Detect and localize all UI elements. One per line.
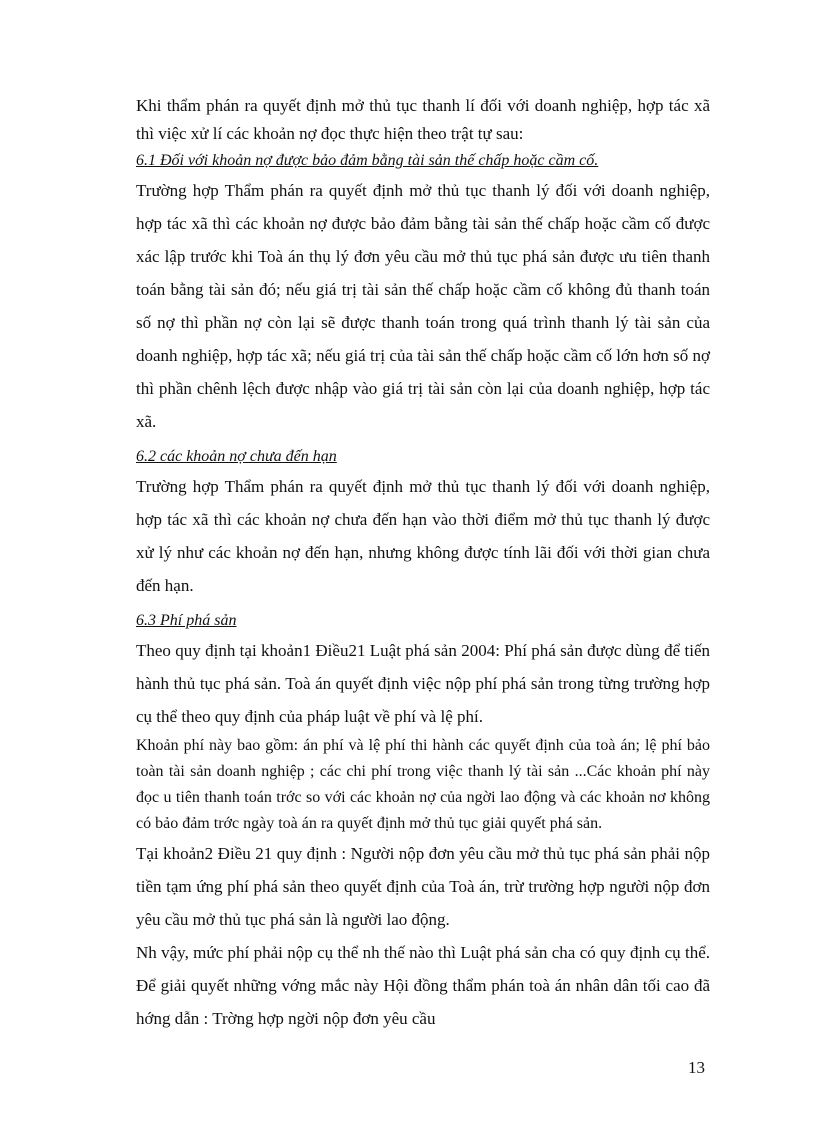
section-heading-6-2: 6.2 các khoản nợ chưa đến hạn xyxy=(136,448,337,465)
body-paragraph: Khoản phí này bao gồm: án phí và lệ phí thi hành các quyết định của toà án; lệ phí bảo toàn tài sản doanh nghiệp ; các chi phí trong việc thanh lý tài sản ...Các khoản phí này đọc u tiên thanh toán trớc so với các khoản nợ của ngời lao động và các khoản nơ không có bảo đảm trớc ngày toà án ra quyết định mở thủ tục giải quyết phá sản. xyxy=(136,737,710,832)
body-paragraph: Tại khoản2 Điều 21 quy định : Người nộp đơn yêu cầu mở thủ tục phá sản phải nộp tiền tạm ứng phí phá sản theo quyết định của Toà án, trừ trường hợp người nộp đơn yêu cầu mở thủ tục phá sản là người lao động. xyxy=(136,844,710,929)
page-number: 13 xyxy=(688,1058,705,1077)
body-paragraph: Trường hợp Thẩm phán ra quyết định mở thủ tục thanh lý đối với doanh nghiệp, hợp tác xã thì các khoản nợ chưa đến hạn vào thời điểm mở thủ tục thanh lý được xử lý như các khoản nợ đến hạn, nhưng không được tính lãi đối với thời gian chưa đến hạn. xyxy=(136,477,710,595)
section-heading-6-3: 6.3 Phí phá sản xyxy=(136,612,237,629)
body-paragraph: Trường hợp Thẩm phán ra quyết định mở thủ tục thanh lý đối với doanh nghiệp, hợp tác xã thì các khoản nợ được bảo đảm bằng tài sản thế chấp hoặc cầm cố được xác lập trước khi Toà án thụ lý đơn yêu cầu mở thủ tục phá sản được ưu tiên thanh toán bằng tài sản đó; nếu giá trị tài sản thế chấp hoặc cầm cố không đủ thanh toán số nợ thì phần nợ còn lại sẽ được thanh toán trong quá trình thanh lý tài sản của doanh nghiệp, hợp tác xã; nếu giá trị của tài sản thế chấp hoặc cầm cố lớn hơn số nợ thì phần chênh lệch được nhập vào giá trị tài sản còn lại của doanh nghiệp, hợp tác xã. xyxy=(136,181,710,431)
section-heading-6-1: 6.1 Đối với khoản nợ được bảo đảm bằng tài sản thế chấp hoặc cầm cố. xyxy=(136,152,599,169)
body-paragraph: Nh vậy, mức phí phải nộp cụ thể nh thế nào thì Luật phá sản cha có quy định cụ thể. Để giải quyết những vớng mắc này Hội đồng thẩm phán toà án nhân dân tối cao đã hớng dẫn : Trờng hợp ngời nộp đơn yêu cầu xyxy=(136,943,710,1028)
document-page xyxy=(136,92,710,1035)
body-paragraph: Theo quy định tại khoản1 Điều21 Luật phá sản 2004: Phí phá sản được dùng để tiến hành thủ tục phá sản. Toà án quyết định việc nộp phí phá sản trong từng trường hợp cụ thể theo quy định của pháp luật về phí và lệ phí. xyxy=(136,641,710,726)
intro-paragraph: Khi thẩm phán ra quyết định mở thủ tục thanh lí đối với doanh nghiệp, hợp tác xã thì việc xử lí các khoản nợ đọc thực hiện theo trật tự sau: xyxy=(136,96,710,143)
